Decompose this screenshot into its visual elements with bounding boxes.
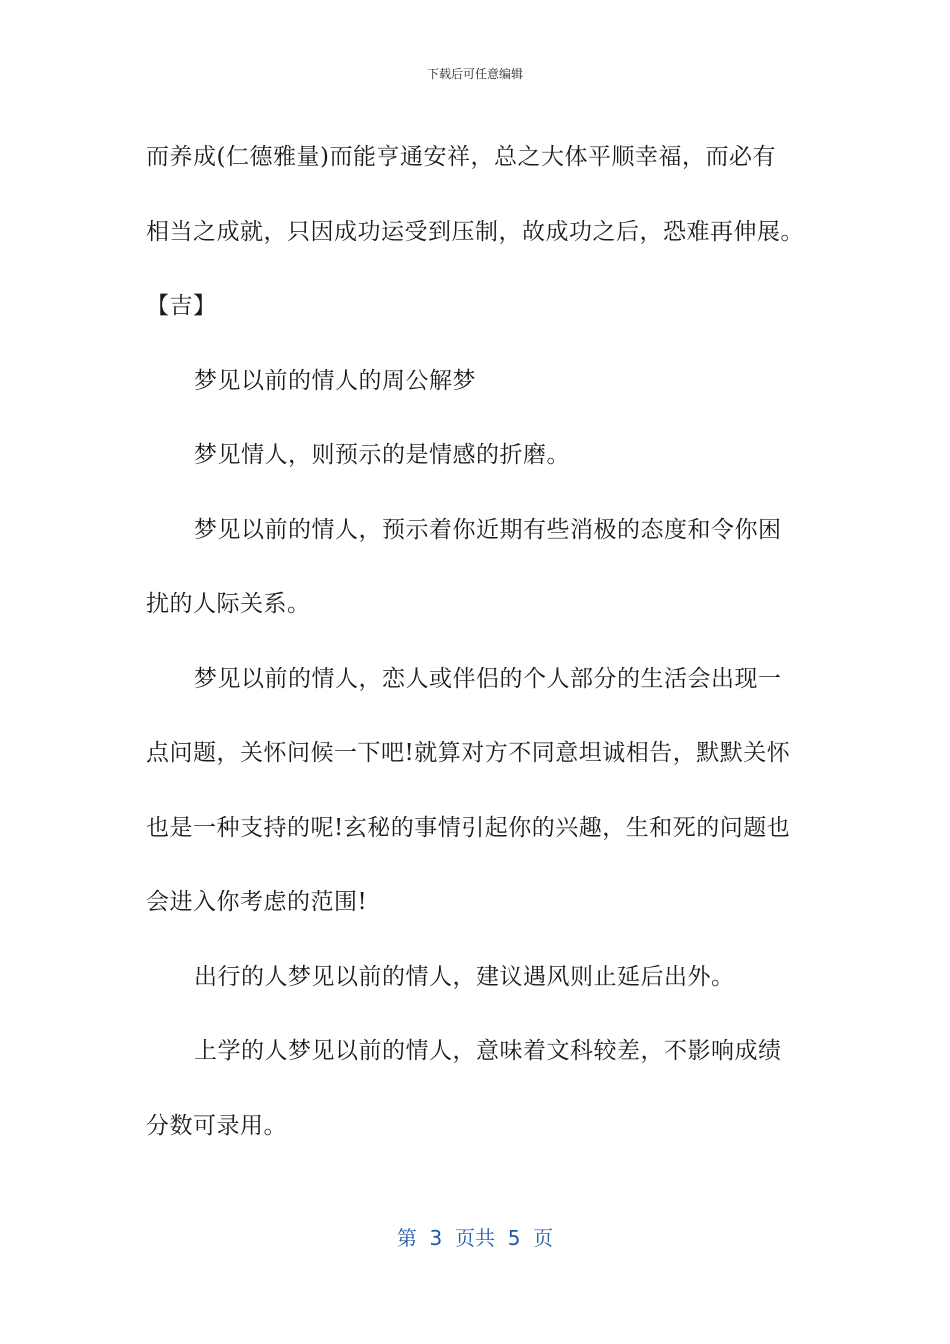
paragraph-line: 也是一种支持的呢!玄秘的事情引起你的兴趣，生和死的问题也 [146,814,791,841]
paragraph-line: 梦见情人，则预示的是情感的折磨。 [194,442,570,468]
paragraph-line: 梦见以前的情人，预示着你近期有些消极的态度和令你困 [194,516,782,543]
paragraph-line: 扰的人际关系。 [146,591,311,617]
paragraph-line: 而养成(仁德雅量)而能亨通安祥，总之大体平顺幸福，而必有 [146,144,776,170]
paragraph-line: 出行的人梦见以前的情人，建议遇风则止延后出外。 [194,963,735,990]
paragraph-line: 梦见以前的情人，恋人或伴侣的个人部分的生活会出现一 [194,665,782,692]
paragraph-line: 相当之成就，只因成功运受到压制，故成功之后，恐难再伸展。 [146,218,804,245]
paragraph-line: 点问题，关怀问候一下吧!就算对方不同意坦诚相告，默默关怀 [146,740,791,766]
section-heading: 梦见以前的情人的周公解梦 [194,367,476,394]
paragraph-line: 【吉】 [146,293,217,319]
page-indicator: 第 3 页共 5 页 [396,1226,554,1250]
paragraph-line: 上学的人梦见以前的情人，意味着文科较差，不影响成绩 [194,1038,782,1064]
paragraph-line: 会进入你考虑的范围! [146,889,368,915]
paragraph-line: 分数可录用。 [146,1112,287,1139]
document-body [146,120,810,1163]
header-note: 下载后可任意编辑 [426,67,523,81]
